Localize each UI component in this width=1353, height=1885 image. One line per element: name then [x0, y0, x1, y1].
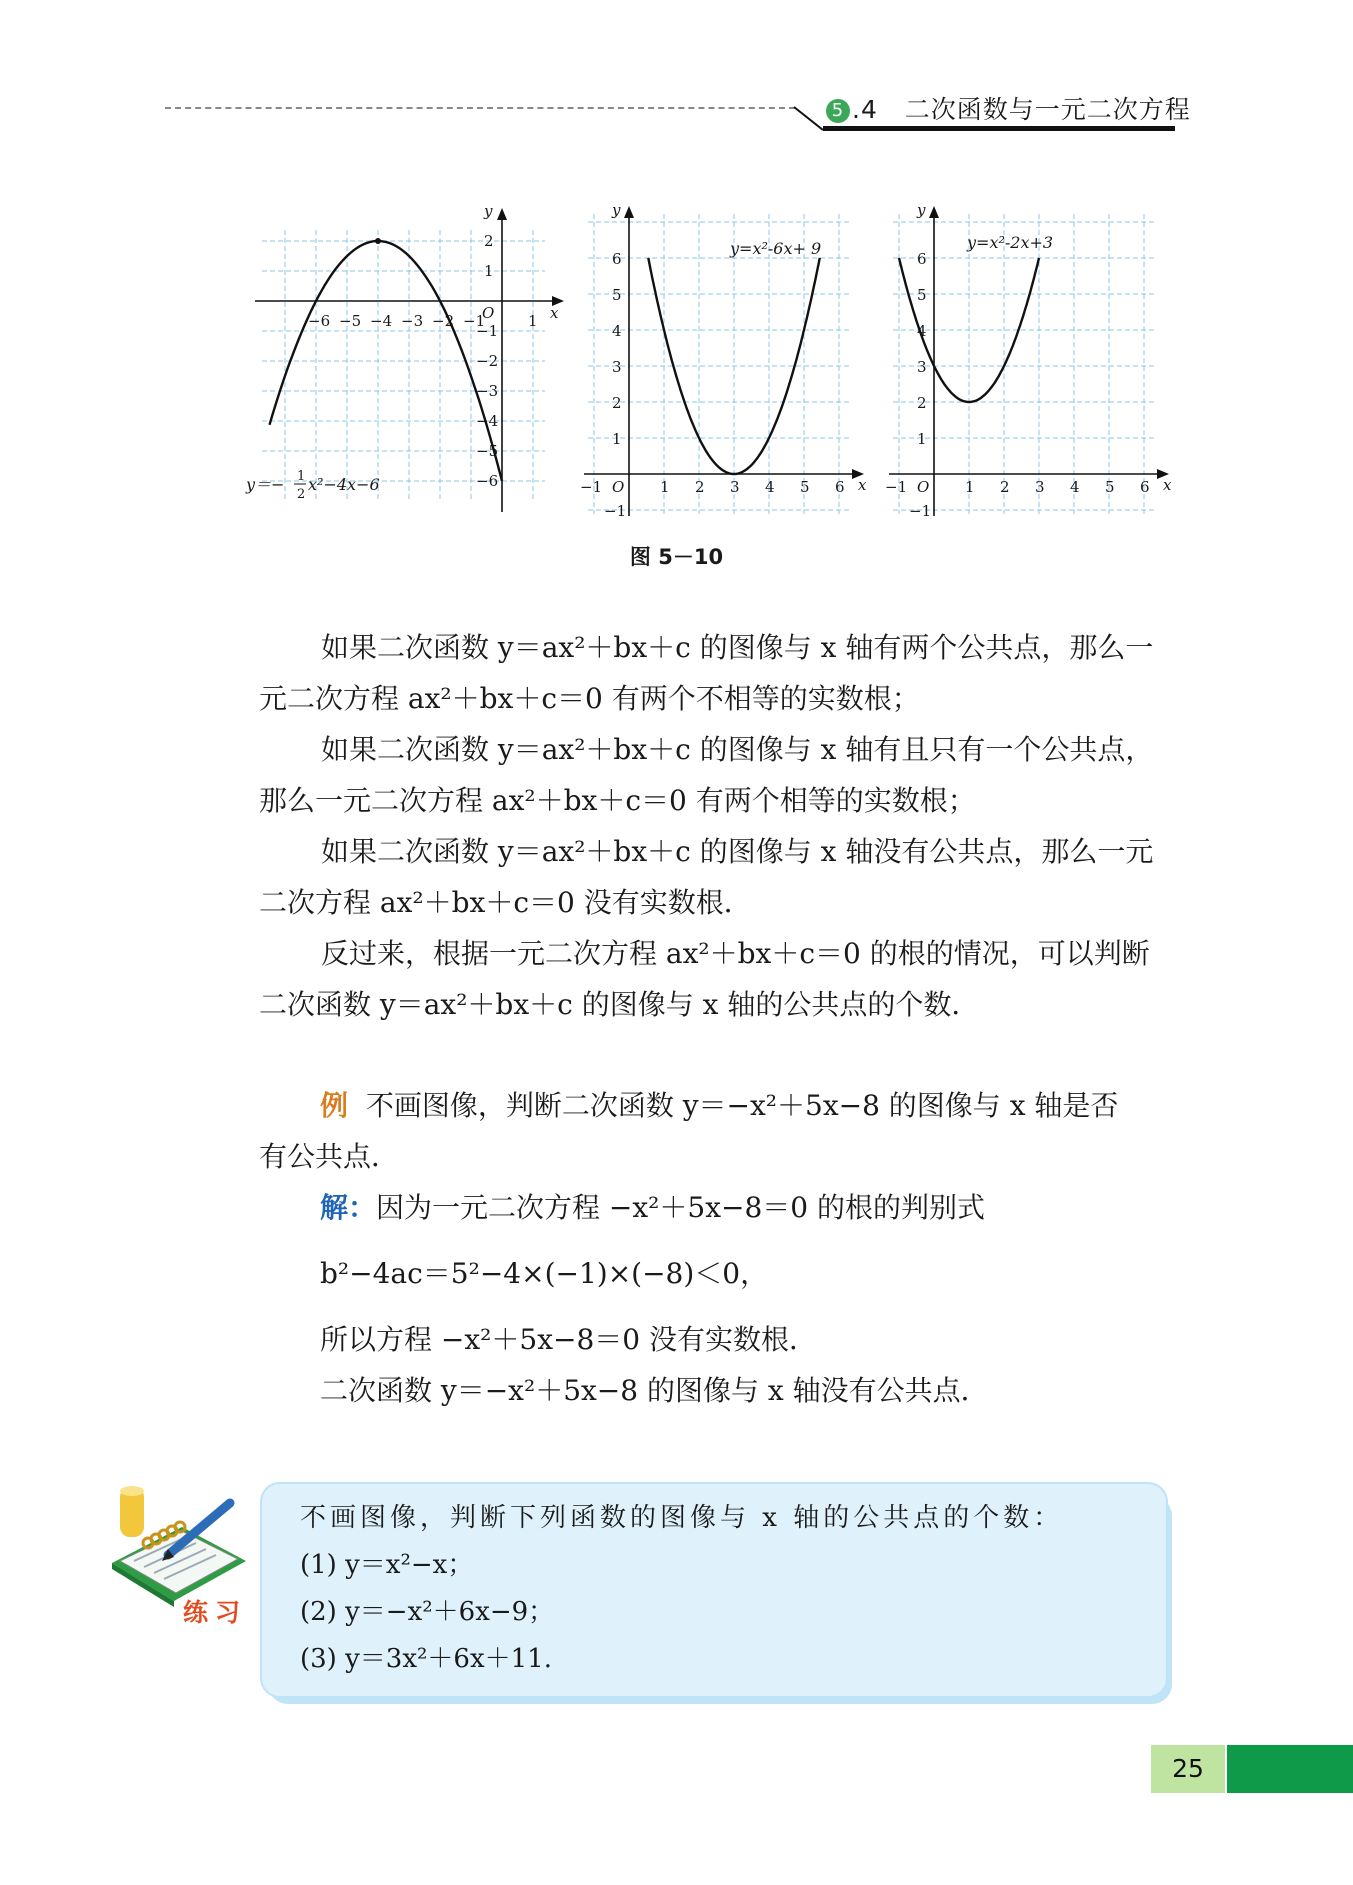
x-axis-label: x: [858, 476, 867, 494]
x-tick-label: 1: [660, 478, 670, 496]
header-solid-rule: [823, 126, 1175, 131]
x-tick-label: −5: [339, 312, 362, 330]
x-tick-label: −1: [580, 478, 603, 496]
y-tick-label: −4: [476, 412, 499, 430]
origin-label: O: [917, 478, 930, 496]
y-tick-label: 1: [917, 430, 927, 448]
x-tick-label: 5: [800, 478, 810, 496]
y-tick-label: 2: [917, 394, 927, 412]
solution-line: [320, 1188, 985, 1228]
header-dashed-rule: [165, 107, 795, 109]
y-axis-arrow-icon: [929, 206, 939, 218]
figure-caption: 图 5－10: [629, 545, 724, 569]
graph-parabola-3: [885, 200, 1175, 520]
exercise-item: (1) y＝x²−x；: [300, 1550, 474, 1580]
y-axis-label: y: [484, 202, 493, 220]
equation-label: [245, 469, 380, 502]
x-tick-label: 3: [1035, 478, 1045, 496]
y-axis-label: y: [917, 201, 926, 219]
section-header: [826, 90, 1191, 126]
y-tick-label: −3: [476, 382, 499, 400]
x-tick-label: 1: [528, 312, 538, 330]
svg-text:2: 2: [297, 487, 306, 502]
header-rule-slant: [793, 106, 825, 132]
y-tick-label: 1: [484, 262, 494, 280]
x-tick-label: 3: [730, 478, 740, 496]
paragraph: 反过来，根据一元二次方程 ax²＋bx＋c＝0 的根的情况，可以判断二次函数 y＝ax²＋bx＋c 的图像与 x 轴的公共点的个数．: [259, 937, 1150, 1021]
solution-conclusion: 所以方程 −x²＋5x−8＝0 没有实数根．: [320, 1323, 817, 1356]
equation-label: y=x²-6x+ 9: [730, 239, 822, 258]
svg-text:x²−4x−6: x²−4x−6: [308, 475, 380, 494]
x-tick-label: 1: [965, 478, 975, 496]
vertex-point: [375, 238, 381, 244]
graph-parabola-1: [240, 200, 570, 520]
exercise-item: (3) y＝3x²＋6x＋11.: [300, 1644, 552, 1674]
y-tick-label: 5: [917, 286, 927, 304]
exercise-item: (2) y＝−x²＋6x−9；: [300, 1597, 555, 1627]
y-tick-label: 1: [612, 430, 622, 448]
svg-text:1: 1: [297, 469, 306, 484]
x-tick-label: 4: [765, 478, 775, 496]
y-tick-label: 3: [612, 358, 622, 376]
x-tick-label: −1: [463, 312, 486, 330]
paragraph: 如果二次函数 y＝ax²＋bx＋c 的图像与 x 轴没有公共点，那么一元二次方程 ax²＋bx＋c＝0 没有实数根．: [259, 835, 1154, 919]
x-tick-label: 6: [1140, 478, 1150, 496]
y-tick-label: 5: [612, 286, 622, 304]
section-number-suffix: .4: [852, 95, 878, 124]
solution-conclusion: 二次函数 y＝−x²＋5x−8 的图像与 x 轴没有公共点．: [320, 1374, 989, 1407]
x-tick-label: 2: [695, 478, 705, 496]
y-tick-label: 6: [612, 250, 622, 268]
x-tick-label: 5: [1105, 478, 1115, 496]
y-tick-label: −2: [476, 352, 499, 370]
x-tick-label: 4: [1070, 478, 1080, 496]
graph-parabola-2: [580, 200, 870, 520]
y-tick-label: 4: [612, 322, 622, 340]
x-tick-label: 6: [835, 478, 845, 496]
y-tick-label: −1: [909, 502, 932, 520]
y-tick-label: 3: [917, 358, 927, 376]
origin-label: O: [482, 304, 495, 322]
y-tick-label: 2: [612, 394, 622, 412]
x-tick-label: −1: [885, 478, 908, 496]
y-tick-label: −1: [604, 502, 627, 520]
svg-text:y＝−: y＝−: [246, 475, 285, 494]
x-axis-label: x: [550, 304, 559, 322]
y-tick-label: 2: [484, 232, 494, 250]
x-tick-label: −3: [401, 312, 424, 330]
y-tick-label: 4: [917, 322, 927, 340]
paragraph: 如果二次函数 y＝ax²＋bx＋c 的图像与 x 轴有且只有一个公共点，那么一元二次方程 ax²＋bx＋c＝0 有两个相等的实数根；: [259, 733, 1154, 817]
solution-text: 因为一元二次方程 −x²＋5x−8＝0 的根的判别式: [376, 1191, 985, 1224]
example-line: [320, 1086, 1118, 1126]
solution-label: 解：: [320, 1191, 377, 1224]
x-tick-label: 2: [1000, 478, 1010, 496]
page-number-bar: [1227, 1745, 1353, 1793]
x-tick-label: −6: [308, 312, 331, 330]
y-tick-label: −5: [476, 442, 499, 460]
example-text: 不画图像，判断二次函数 y＝−x²＋5x−8 的图像与 x 轴是否: [365, 1089, 1119, 1122]
y-tick-label: −1: [476, 322, 499, 340]
example-label: 例: [320, 1089, 349, 1122]
exercise-title: 不画图像，判断下列函数的图像与 x 轴的公共点的个数：: [300, 1503, 1064, 1533]
x-axis-label: x: [1163, 476, 1172, 494]
y-axis-arrow-icon: [497, 208, 507, 220]
origin-label: O: [612, 478, 625, 496]
chapter-badge: 5: [826, 99, 850, 123]
y-axis-label: y: [612, 201, 621, 219]
x-tick-label: −4: [370, 312, 393, 330]
equation-label: y=x²-2x+3: [967, 233, 1054, 252]
x-tick-label: −2: [432, 312, 455, 330]
paragraph: 如果二次函数 y＝ax²＋bx＋c 的图像与 x 轴有两个公共点，那么一元二次方程 ax²＋bx＋c＝0 有两个不相等的实数根；: [259, 631, 1154, 715]
example-text-continued: 有公共点．: [259, 1140, 400, 1173]
page-number: 25: [1151, 1745, 1225, 1793]
exercise-label: 练习: [183, 1598, 248, 1627]
y-tick-label: −6: [476, 472, 499, 490]
discriminant-line: b²−4ac＝5²−4×(−1)×(−8)＜0，: [320, 1257, 769, 1290]
y-axis-arrow-icon: [624, 206, 634, 218]
y-tick-label: 6: [917, 250, 927, 268]
section-title: 二次函数与一元二次方程: [904, 95, 1191, 124]
